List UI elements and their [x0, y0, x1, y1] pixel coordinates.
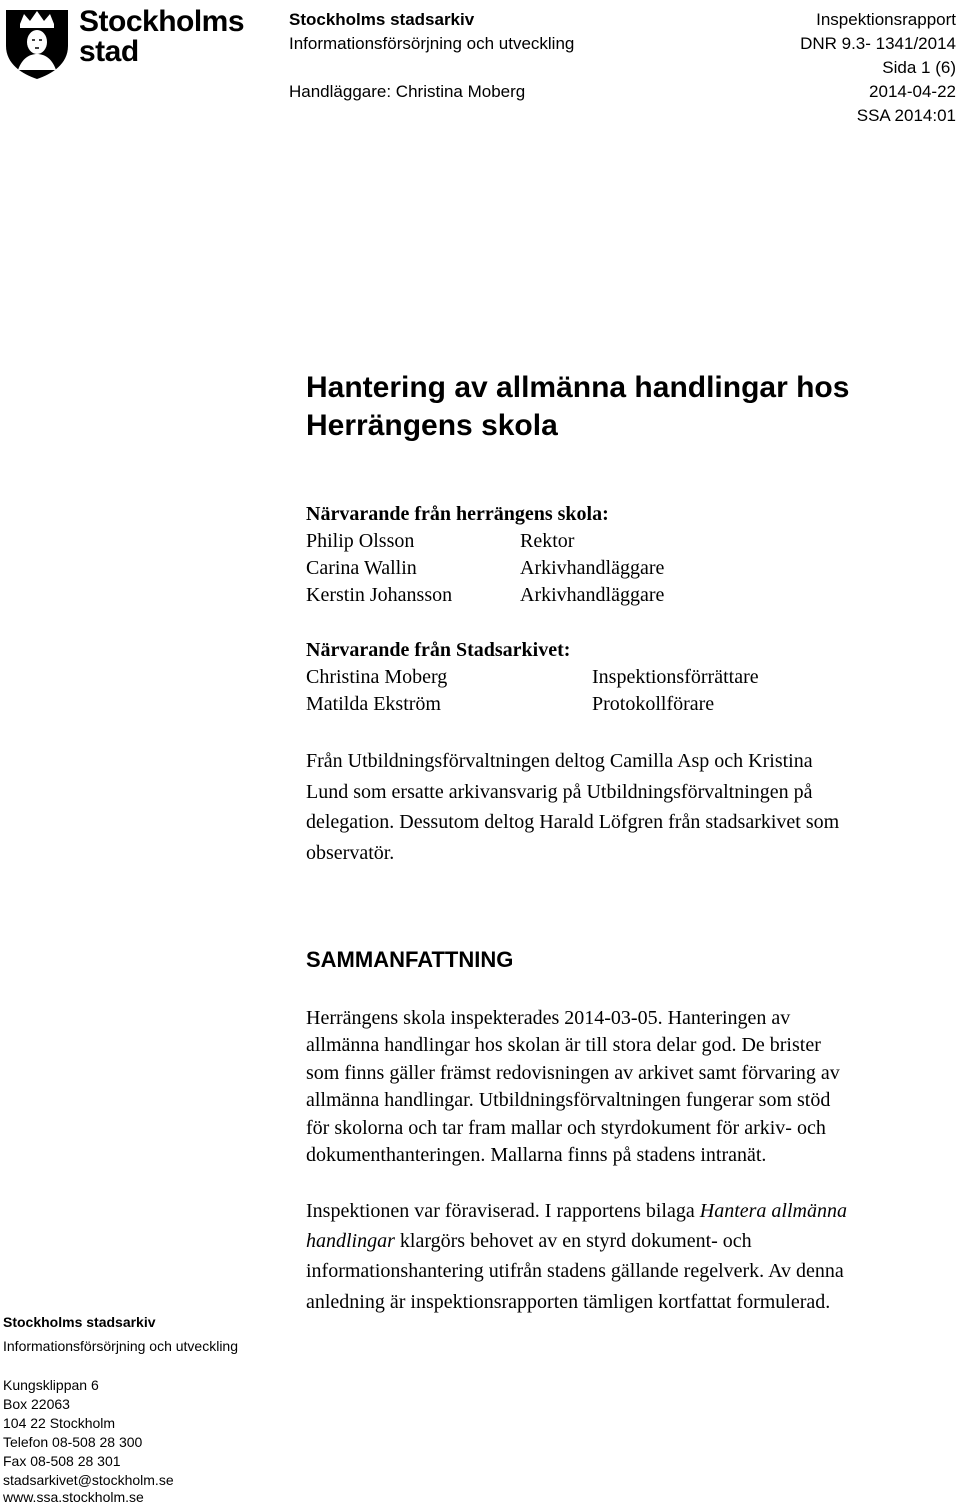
logo-wordmark-line1: Stockholms — [79, 5, 245, 38]
summary-paragraph-line: dokumenthanteringen. Mallarna finns på stadens intranät. — [306, 1144, 767, 1166]
attendees-archive-heading: Närvarande från Stadsarkivet: — [306, 639, 571, 661]
header-dnr: DNR 9.3- 1341/2014 — [800, 34, 956, 53]
footer-address: Kungsklippan 6 — [3, 1377, 99, 1393]
summary-italic-title: Hantera allmänna — [699, 1200, 847, 1222]
footer-web: www.ssa.stockholm.se — [3, 1489, 144, 1505]
attendee-name: Christina Moberg — [306, 666, 448, 688]
summary-paragraph-line: som finns gäller främst redovisningen av arkivet samt förvaring av — [306, 1062, 840, 1084]
summary-paragraph-line: allmänna handlingar. Utbildningsförvaltningen fungerar som stöd — [306, 1089, 831, 1111]
summary-heading: SAMMANFATTNING — [306, 947, 514, 972]
logo-wordmark-line2: stad — [79, 35, 139, 68]
header-org-name: Stockholms stadsarkiv — [289, 10, 475, 29]
footer-email: stadsarkivet@stockholm.se — [3, 1472, 174, 1488]
intro-paragraph-line: observatör. — [306, 842, 395, 864]
summary-paragraph2-line1 — [306, 1198, 847, 1225]
attendee-name: Carina Wallin — [306, 557, 417, 579]
attendee-role: Arkivhandläggare — [520, 584, 665, 606]
summary-paragraph2-line3: informationshantering utifrån stadens gällande regelverk. Av denna — [306, 1260, 844, 1282]
header-page-number: Sida 1 (6) — [882, 58, 956, 77]
attendee-name: Philip Olsson — [306, 530, 415, 552]
attendee-role: Protokollförare — [592, 693, 715, 715]
summary-paragraph-line: för skolorna och tar fram mallar och styrdokument för arkiv- och — [306, 1117, 826, 1139]
summary-paragraph2-line4: anledning är inspektionsrapporten tämligen kortfattat formulerad. — [306, 1291, 831, 1313]
attendee-role: Arkivhandläggare — [520, 557, 665, 579]
summary-paragraph-line: Herrängens skola inspekterades 2014-03-05. Hanteringen av — [306, 1007, 791, 1029]
footer-org-name: Stockholms stadsarkiv — [3, 1314, 156, 1330]
summary-paragraph-line: allmänna handlingar hos skolan är till stora delar god. De brister — [306, 1034, 821, 1056]
intro-paragraph-line: delegation. Dessutom deltog Harald Löfgren från stadsarkivet som — [306, 811, 840, 833]
footer-fax: Fax 08-508 28 301 — [3, 1453, 121, 1469]
summary-paragraph2-line2 — [306, 1228, 752, 1255]
header-department: Informationsförsörjning och utveckling — [289, 34, 575, 53]
stockholm-crest-logo-icon — [2, 0, 72, 80]
footer-phone: Telefon 08-508 28 300 — [3, 1434, 143, 1450]
footer-department: Informationsförsörjning och utveckling — [3, 1338, 239, 1354]
document-title-line1: Hantering av allmänna handlingar hos — [306, 371, 850, 404]
attendee-name: Matilda Ekström — [306, 693, 441, 715]
document-title-line2: Herrängens skola — [306, 409, 558, 442]
attendees-school-heading: Närvarande från herrängens skola: — [306, 503, 609, 525]
footer-box: Box 22063 — [3, 1396, 70, 1412]
header-ssa-number: SSA 2014:01 — [856, 106, 956, 125]
header-date: 2014-04-22 — [869, 82, 956, 101]
footer-postal: 104 22 Stockholm — [3, 1415, 116, 1431]
attendee-role: Inspektionsförrättare — [592, 666, 759, 688]
intro-paragraph-line: Lund som ersatte arkivansvarig på Utbildningsförvaltningen på — [306, 781, 813, 803]
header-handler: Handläggare: Christina Moberg — [289, 82, 526, 101]
header-doc-type: Inspektionsrapport — [816, 10, 956, 29]
summary-text: klargörs behovet av en styrd dokument- och — [394, 1230, 752, 1252]
attendee-name: Kerstin Johansson — [306, 584, 453, 606]
summary-text: Inspektionen var föraviserad. I rapportens bilaga — [306, 1200, 700, 1222]
intro-paragraph-line: Från Utbildningsförvaltningen deltog Camilla Asp och Kristina — [306, 750, 813, 772]
summary-italic-title: handlingar — [306, 1230, 395, 1252]
attendee-role: Rektor — [520, 530, 575, 552]
